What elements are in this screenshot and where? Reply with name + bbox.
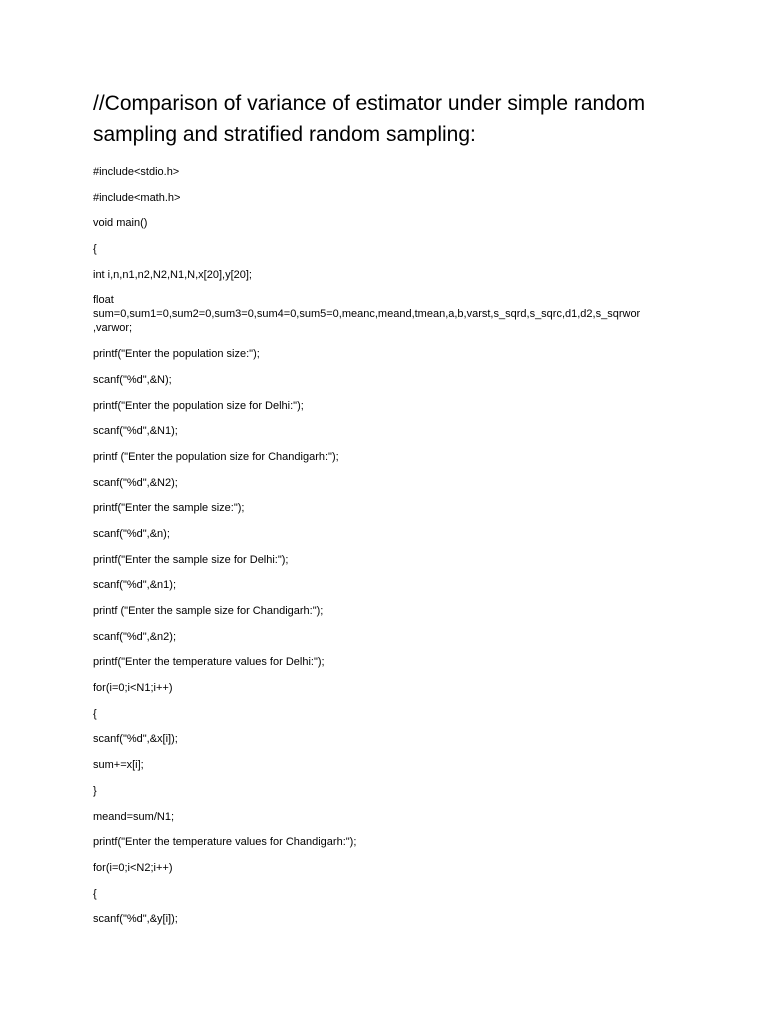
code-line: scanf("%d",&n2);: [93, 630, 177, 643]
document-title: //Comparison of variance of estimator under simple random sampling and stratified random sampling:: [93, 92, 646, 146]
code-line: printf("Enter the population size for Delhi:");: [93, 399, 304, 412]
code-line: #include<math.h>: [93, 191, 181, 204]
code-line: printf("Enter the sample size for Delhi:");: [93, 553, 289, 566]
code-line: printf("Enter the sample size:");: [93, 502, 245, 515]
code-line: printf("Enter the temperature values for Delhi:");: [93, 656, 325, 669]
code-line: }: [93, 784, 97, 797]
code-line: scanf("%d",&N);: [93, 373, 172, 386]
code-line: float: [93, 294, 114, 307]
code-line: for(i=0;i<N2;i++): [93, 861, 173, 874]
code-line: sum=0,sum1=0,sum2=0,sum3=0,sum4=0,sum5=0,meanc,meand,tmean,a,b,varst,s_sqrd,s_sqrc,d1,d2,s_sqrwor: [93, 308, 641, 321]
code-line: scanf("%d",&y[i]);: [93, 913, 178, 926]
code-line: for(i=0;i<N1;i++): [93, 682, 173, 695]
code-line: printf("Enter the population size:");: [93, 348, 260, 361]
code-line: void main(): [93, 217, 148, 230]
code-listing: [93, 165, 708, 926]
code-line: printf ("Enter the sample size for Chandigarh:");: [93, 605, 324, 617]
code-line: scanf("%d",&N1);: [93, 425, 178, 438]
code-line: scanf("%d",&N2);: [93, 476, 178, 489]
code-line: int i,n,n1,n2,N2,N1,N,x[20],y[20];: [93, 268, 252, 281]
code-line: printf ("Enter the population size for Chandigarh:");: [93, 450, 339, 463]
code-line: scanf("%d",&x[i]);: [93, 733, 178, 746]
code-line: printf("Enter the temperature values for Chandigarh:");: [93, 836, 357, 849]
code-line: sum+=x[i];: [93, 759, 144, 772]
code-line: scanf("%d",&n1);: [93, 579, 177, 592]
code-line: {: [93, 887, 97, 900]
code-line: scanf("%d",&n);: [93, 527, 170, 540]
code-line: {: [93, 707, 97, 720]
code-line: meand=sum/N1;: [93, 810, 175, 823]
code-line: {: [93, 243, 97, 256]
code-line: ,varwor;: [93, 322, 133, 335]
code-line: #include<stdio.h>: [93, 166, 180, 178]
